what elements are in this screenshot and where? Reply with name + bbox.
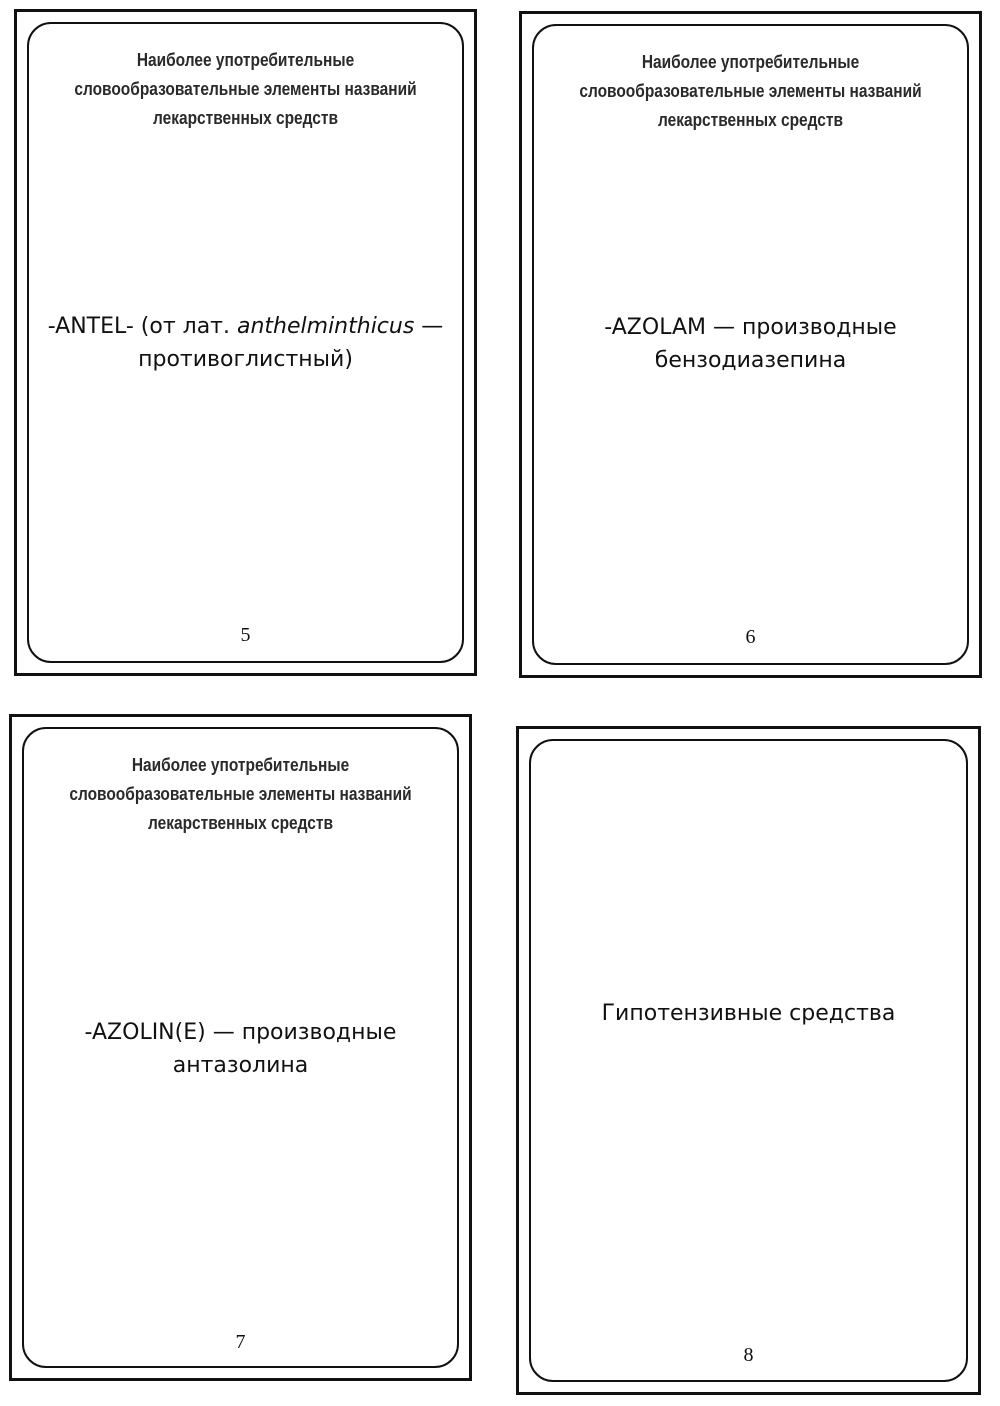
header-line-2: словообразовательные элементы названий <box>579 81 922 101</box>
card-header <box>44 751 437 838</box>
card-header <box>49 46 442 133</box>
card-header <box>554 48 947 135</box>
page-number: 8 <box>743 1344 754 1366</box>
header-line-1: Наиболее употребительные <box>641 52 860 72</box>
main-line-2: противоглистный) <box>138 347 353 372</box>
main-line-1: Гипотензивные средства <box>601 1001 896 1026</box>
header-line-1: Наиболее употребительные <box>131 755 350 775</box>
page-number: 6 <box>745 626 756 648</box>
card-5 <box>14 9 477 676</box>
header-line-3: лекарственных средств <box>657 110 844 130</box>
card-main-text <box>17 310 474 376</box>
card-main-text <box>519 997 978 1030</box>
card-main-text <box>522 311 979 377</box>
header-line-1: Наиболее употребительные <box>136 50 355 70</box>
header-line-2: словообразовательные элементы названий <box>69 784 412 804</box>
main-line-1: -ANTEL- (от лат. anthelminthicus — <box>47 314 444 339</box>
card-8 <box>516 726 981 1395</box>
latin-term: anthelminthicus <box>237 314 415 339</box>
page-number: 7 <box>235 1331 246 1353</box>
header-line-3: лекарственных средств <box>152 108 339 128</box>
card-main-text <box>12 1016 469 1082</box>
card-7 <box>9 714 472 1381</box>
card-6 <box>519 11 982 678</box>
header-line-3: лекарственных средств <box>147 813 334 833</box>
main-line-2: антазолина <box>172 1053 309 1078</box>
card-inner-frame <box>529 739 968 1382</box>
header-line-2: словообразовательные элементы названий <box>74 79 417 99</box>
page-number: 5 <box>240 624 251 646</box>
main-line-1: -AZOLAM — производные <box>604 315 897 340</box>
main-line-2: бензодиазепина <box>654 348 847 373</box>
main-line-1: -AZOLIN(E) — производные <box>84 1020 397 1045</box>
